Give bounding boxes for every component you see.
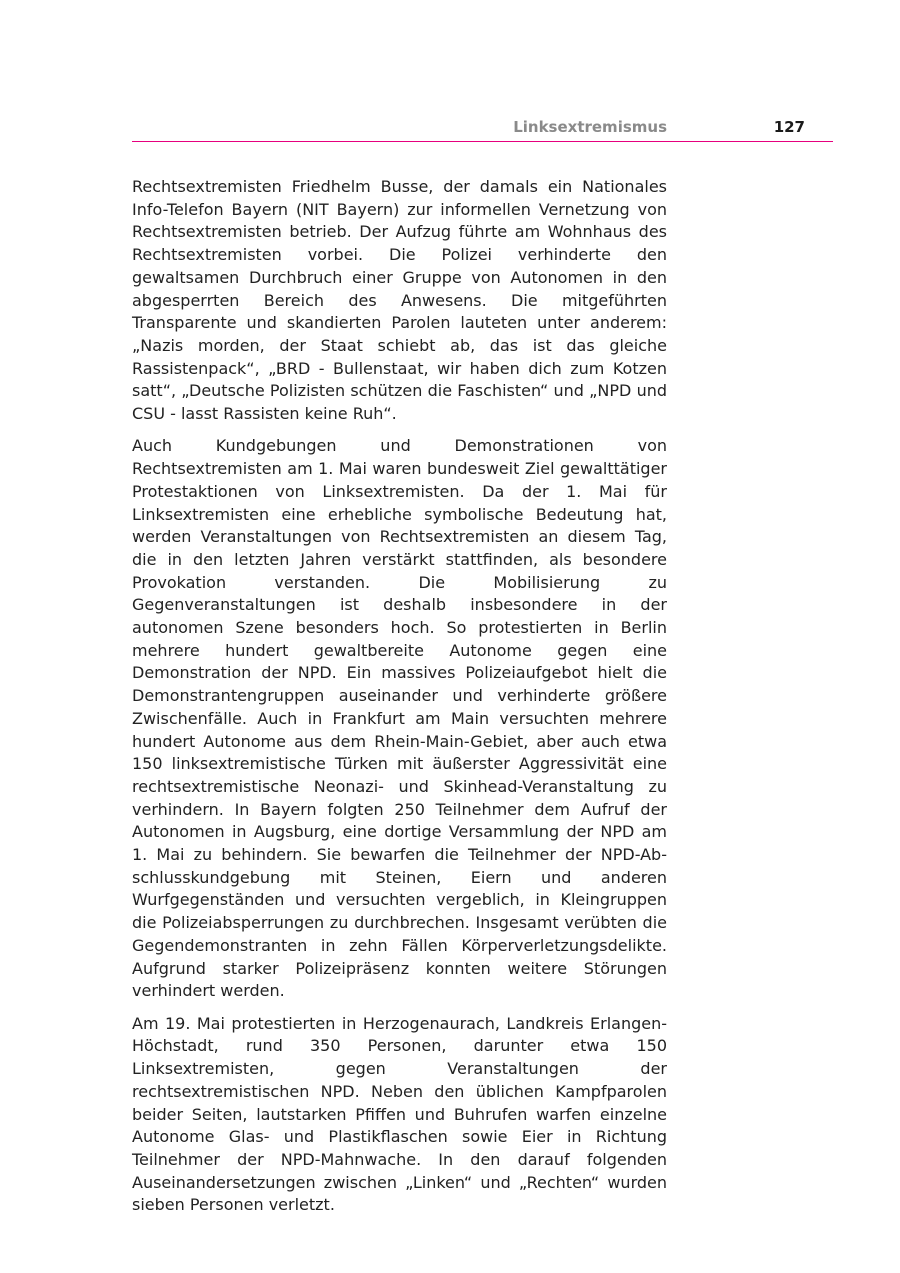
paragraph-2: Auch Kundgebungen und Demonstrationen von Rechtsextremisten am 1. Mai waren bundesweit Ziel gewalttätiger Protestaktionen von Linksextremisten. Da der 1. Mai für Linksextremisten eine erhebliche symbolische Bedeutung hat, werden Veranstaltungen von Rechtsextremisten an diesem Tag, die in den letzten Jahren verstärkt stattfinden, als besondere Provokation verstanden. Die Mobilisierung zu Gegenveranstaltungen ist deshalb insbesondere in der autonomen Szene besonders hoch. So protestierten in Berlin mehrere hundert gewaltbereite Autonome gegen eine Demonstration der NPD. Ein massives Polizeiaufgebot hielt die Demonstrantengruppen auseinander und verhinderte größere Zwischenfälle. Auch in Frankfurt am Main versuchten mehrere hundert Autonome aus dem Rhein-Main-Gebiet, aber auch etwa 150 linksextremistische Türken mit äußerster Aggressivität eine rechtsextremistische Neonazi- und Skinhead-Veranstaltung zu verhindern. In Bayern folgten 250 Teilnehmer dem Aufruf der Autonomen in Augsburg, eine dortige Versammlung der NPD am 1. Mai zu behindern. Sie bewarfen die Teilnehmer der NPD-Abschlusskundgebung mit Steinen, Eiern und anderen Wurfgegenständen und versuchten vergeblich, in Kleingruppen die Polizeiabsperrungen zu durchbrechen. Insgesamt verübten die Gegendemonstranten in zehn Fällen Körperverletzungsdelikte. Aufgrund starker Polizeipräsenz konnten weitere Störungen verhindert werden. (132, 436, 667, 1001)
running-header (132, 118, 833, 142)
header-rule (132, 141, 833, 142)
section-title: Linksextremismus (513, 118, 667, 136)
paragraph-3: Am 19. Mai protestierten in Herzogenaurach, Landkreis Erlangen-Höchstadt, rund 350 Personen, darunter etwa 150 Linksextremisten, gegen Veranstaltungen der rechtsextremistischen NPD. Neben den üblichen Kampfparolen beider Seiten, lautstarken Pfiffen und Buhrufen warfen einzelne Autonome Glas- und Plastikflaschen sowie Eier in Richtung Teilnehmer der NPD-Mahnwache. In den darauf folgenden Auseinandersetzungen zwischen „Linken“ und „Rechten“ wurden sieben Personen verletzt. (132, 1013, 667, 1215)
page-number: 127 (773, 118, 805, 136)
paragraph-1: Rechtsextremisten Friedhelm Busse, der damals ein Nationales Info-Telefon Bayern (NIT Bayern) zur informellen Vernetzung von Rechtsextremisten betrieb. Der Aufzug führte am Wohnhaus des Rechtsextremisten vorbei. Die Polizei verhinderte den gewaltsamen Durchbruch einer Gruppe von Autonomen in den abgesperrten Bereich des Anwesens. Die mitgeführten Transparente und skandierten Parolen lauteten unter anderem: „Nazis morden, der Staat schiebt ab, das ist das gleiche Rassistenpack“, „BRD - Bullenstaat, wir haben dich zum Kotzen satt“, „Deutsche Polizisten schützen die Faschisten“ und „NPD und CSU - lasst Rassisten keine Ruh“. (132, 177, 667, 424)
body-text (132, 176, 667, 1227)
